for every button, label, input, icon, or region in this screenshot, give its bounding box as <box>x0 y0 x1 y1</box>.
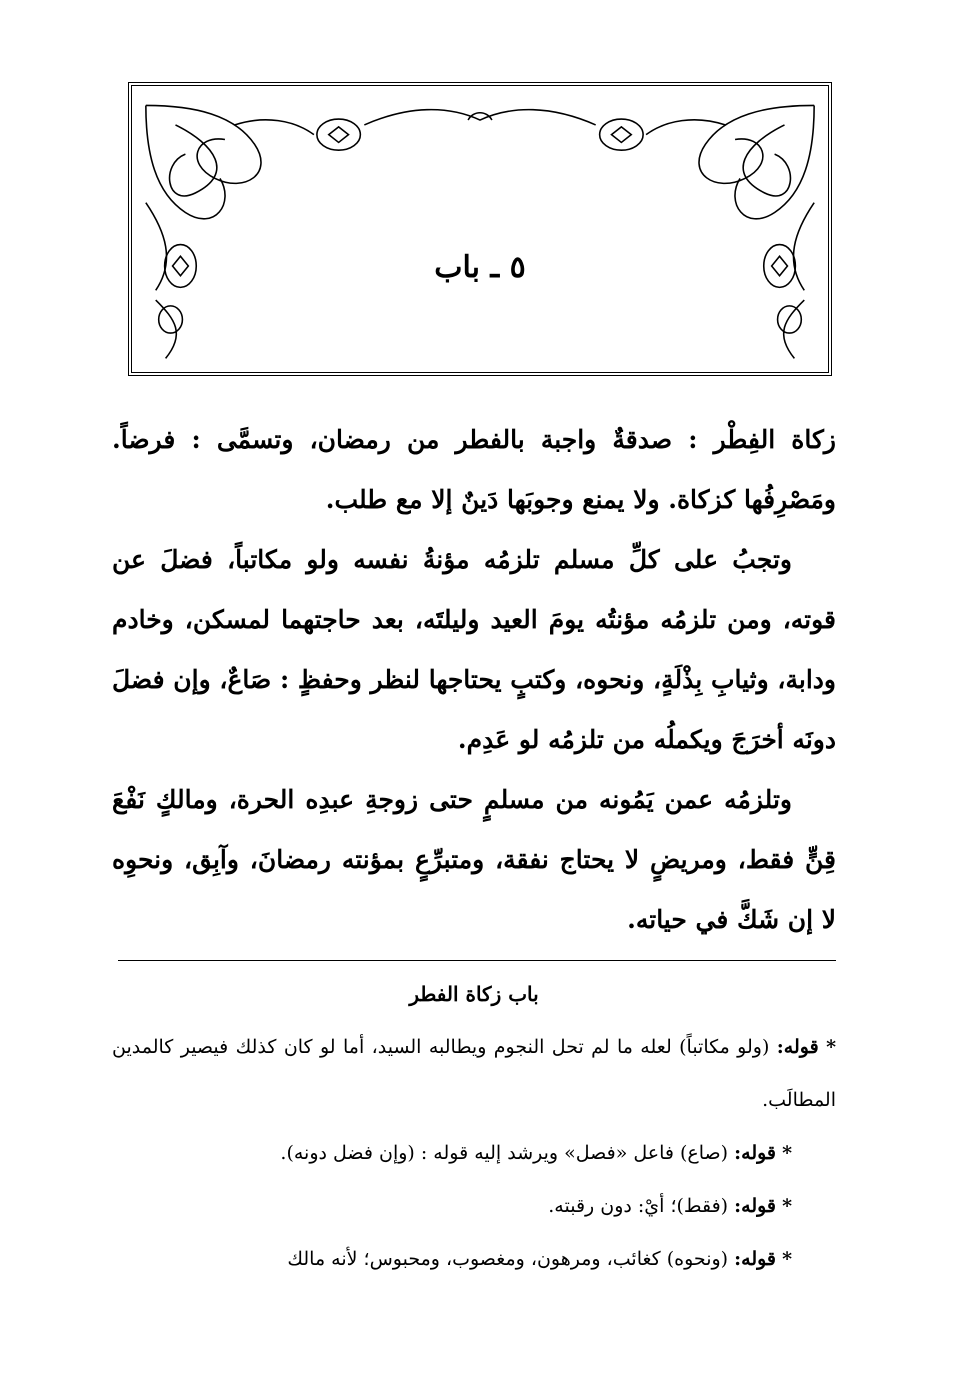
asterisk-icon: * <box>782 1248 792 1270</box>
main-paragraph-2: وتجبُ على كلِّ مسلم تلزمُه مؤنةُ نفسه ولو مكاتباً، فضلَ عن قوته، ومن تلزمُه مؤنتُه يومَ العيد وليلتَه، بعد حاجتهما لمسكن، وخادم ودابة، وثيابِ بِذْلَةٍ، ونحوه، وكتبٍ يحتاجها لنظر وحفظٍ : صَاعٌ، وإن فضلَ دونَه أخرَجَ ويكملُه من تلزمُه لو عَدِم. <box>112 545 836 754</box>
note-text: (ولو مكاتباً) لعله ما لم تحل النجوم ويطالبه السيد، أما لو كان كذلك فيصير كالمدين المطالَب. <box>112 1036 836 1111</box>
commentary-note-4 <box>112 1233 836 1286</box>
commentary-note-2 <box>112 1127 836 1180</box>
ornament-icon <box>132 86 828 372</box>
commentary-note-3 <box>112 1180 836 1233</box>
chapter-title: ٥ ـ باب <box>434 250 526 285</box>
main-text <box>112 410 836 950</box>
note-label: قوله: <box>776 1036 819 1058</box>
ornamental-header-frame <box>128 82 832 376</box>
commentary-section <box>112 968 836 1286</box>
note-text: (فقط)؛ أيْ: دون رقبته. <box>548 1195 729 1217</box>
main-paragraph-1: زكاة الفِطْر : صدقةٌ واجبة بالفطر من رمضان، وتسمَّى : فرضاً. ومَصْرِفُها كزكاة. ولا يمنع وجوبَها دَينٌ إلا مع طلب. <box>112 425 836 514</box>
commentary-title: باب زكاة الفطر <box>409 982 539 1006</box>
note-label: قوله: <box>734 1195 777 1217</box>
note-text: (ونحوه) كغائب، ومرهون، ومغصوب، ومحبوس؛ لأنه مالك <box>287 1248 729 1270</box>
asterisk-icon: * <box>782 1195 792 1217</box>
asterisk-icon: * <box>782 1142 792 1164</box>
note-text: (صاع) فاعل «فصل» ويرشد إليه قوله : (وإن فضل دونه). <box>280 1142 729 1164</box>
note-label: قوله: <box>734 1142 777 1164</box>
commentary-note-1 <box>112 1021 836 1127</box>
footnote-divider <box>118 960 836 961</box>
note-label: قوله: <box>734 1248 777 1270</box>
asterisk-icon: * <box>826 1036 836 1058</box>
main-paragraph-3: وتلزمُه عمن يَمُونه من مسلمٍ حتى زوجةِ عبدِه الحرة، ومالكٍ نَفْعَ قِنٍّ فقط، ومريضٍ لا يحتاج نفقة، ومتبرِّعٍ بمؤنته رمضانَ، وآبِق، ونحوِه لا إن شَكَّ في حياته. <box>112 785 836 934</box>
